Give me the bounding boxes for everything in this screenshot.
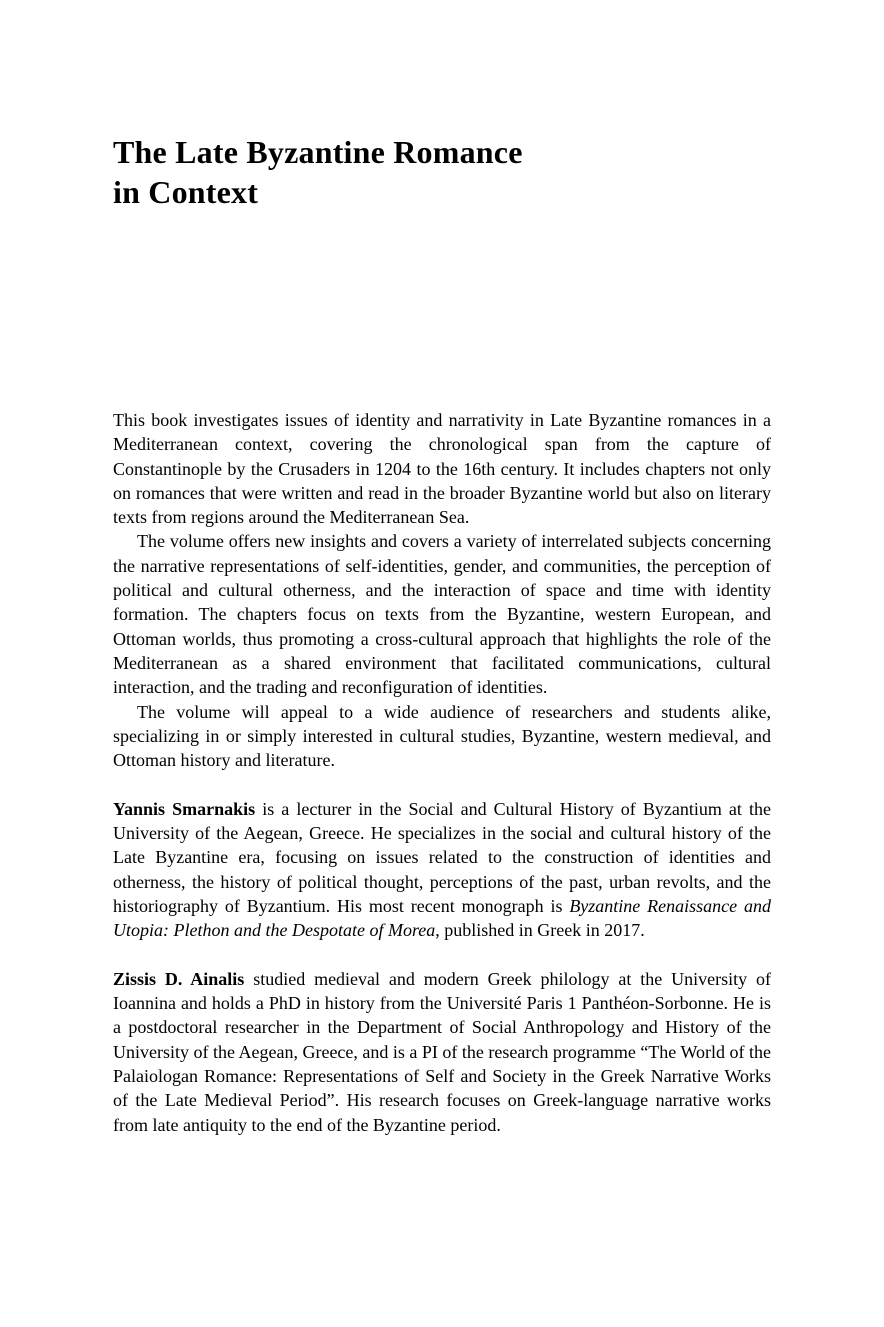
author-work-title: Byzantine Renaissance and Utopia: Plethon and the Despotate of Morea — [113, 895, 771, 941]
author-name-yannis-smarnakis: Yannis Smarnakis — [113, 798, 256, 819]
book-blurb — [113, 408, 771, 772]
author-bio-text: studied medieval and modern Greek philology at the University of Ioannina and holds a PhD in history from the Université Paris 1 Panthéon-Sorbonne. He is a postdoctoral researcher in the Department of Social Anthropology and History of the University of the Aegean, Greece, and is a PI of the research programme “The World of the Palaiologan Romance: Representations of Self and Society in the Greek Narrative Works of the Late Medieval Period”. His research focuses on Greek-language narrative works from late antiquity to the end of the Byzantine period. — [113, 968, 771, 1135]
author-bio-zissis-ainalis — [113, 967, 771, 1137]
page-title — [113, 132, 771, 212]
author-name-zissis-ainalis: Zissis D. Ainalis — [113, 968, 245, 989]
blurb-paragraph-3: The volume will appeal to a wide audience of researchers and students alike, specializing in or simply interested in cultural studies, Byzantine, western medieval, and Ottoman history and literature. — [113, 701, 771, 771]
author-bio-yannis-smarnakis — [113, 797, 771, 943]
page-title-line-1: The Late Byzantine Romance — [113, 134, 523, 170]
blurb-paragraph-2: The volume offers new insights and covers a variety of interrelated subjects concerning the narrative representations of self-identities, gender, and communities, the perception of political and cultural otherness, and the interaction of space and time with identity formation. The chapters focus on texts from the Byzantine, western European, and Ottoman worlds, thus promoting a cross-cultural approach that highlights the role of the Mediterranean as a shared environment that facilitated communications, cultural interaction, and the trading and reconfiguration of identities. — [113, 531, 771, 698]
author-bio-text: is a lecturer in the Social and Cultural History of Byzantium at the University of the Aegean, Greece. He specializes in the social and cultural history of the Late Byzantine era, focusing on issues related to the construction of identities and otherness, the history of political thought, perceptions of the past, urban revolts, and the historiography of Byzantium. His most recent monograph is — [113, 798, 771, 916]
blurb-paragraph-1: This book investigates issues of identity and narrativity in Late Byzantine romances in a Mediterranean context, covering the chronological span from the capture of Constantinople by the Crusaders in 1204 to the 16th century. It includes chapters not only on romances that were written and read in the broader Byzantine world but also on literary texts from regions around the Mediterranean Sea. — [113, 410, 771, 528]
page-title-line-2: in Context — [113, 174, 259, 210]
author-bio-text: , published in Greek in 2017. — [435, 920, 645, 941]
